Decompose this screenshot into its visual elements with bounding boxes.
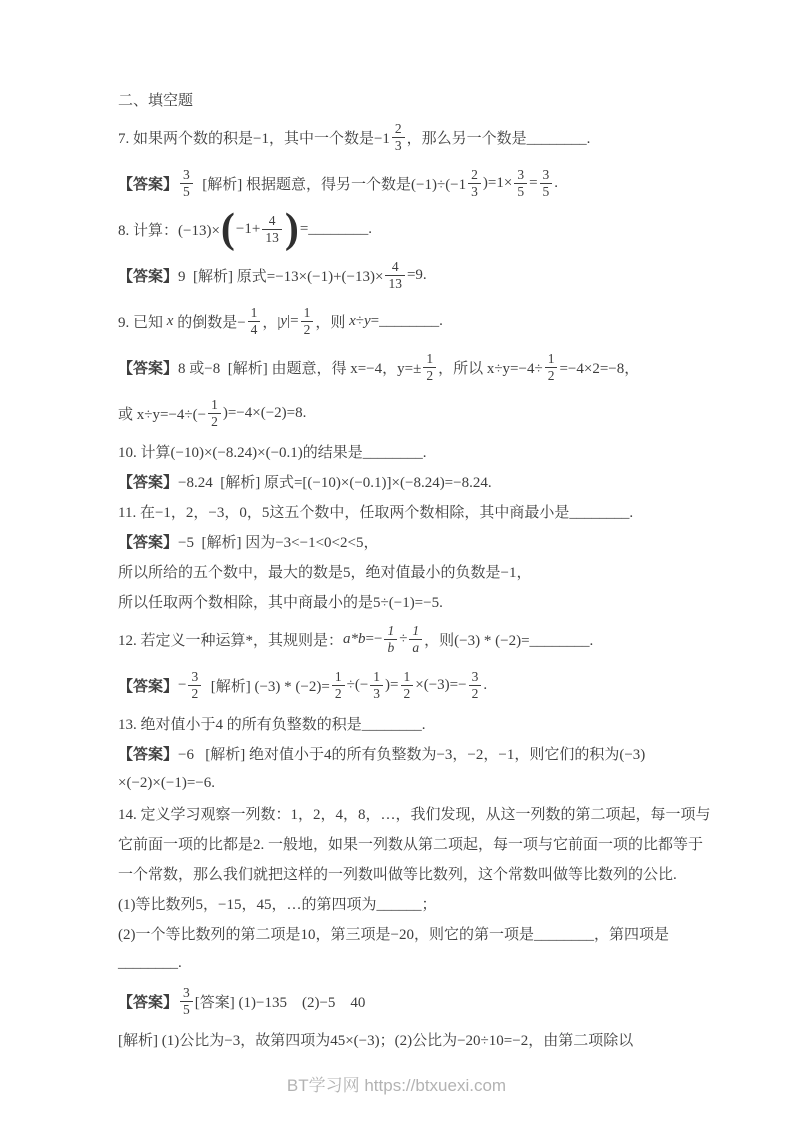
- text-run: 它前面一项的比都是2. 一般地，如果一列数从第二项起，每一项与它前面一项的比都等于: [118, 836, 704, 853]
- fraction-numerator: 3: [183, 166, 190, 182]
- fraction-numerator: 1: [412, 622, 420, 638]
- fraction-numerator: 1: [211, 396, 218, 412]
- text-run: ×(−2)×(−1)=−6.: [118, 774, 215, 791]
- fraction-numerator: 4: [391, 258, 399, 274]
- fraction: [545, 351, 558, 383]
- answer-11-line-2: [118, 556, 690, 586]
- fraction-numerator: 1: [426, 350, 434, 366]
- fraction: [385, 259, 405, 291]
- text-run: −: [178, 676, 187, 693]
- question-14-line-1: [118, 798, 711, 828]
- answer-label: 【答案】: [118, 360, 179, 377]
- question-14-part-2-blank: [118, 948, 690, 978]
- answer-label: 【答案】: [118, 746, 179, 763]
- fraction-denominator: a: [409, 639, 422, 656]
- fraction-denominator: 3: [370, 685, 383, 702]
- text-run: ÷(−: [346, 676, 369, 693]
- section-heading: [118, 84, 690, 114]
- fraction: [540, 167, 553, 199]
- question-14-part-2: [118, 918, 690, 948]
- fraction-numerator: 3: [471, 668, 479, 684]
- fraction: [423, 351, 436, 383]
- fraction: [332, 669, 345, 701]
- fraction-numerator: 4: [268, 212, 276, 228]
- fraction-denominator: 2: [545, 367, 558, 384]
- answer-label: 【答案】: [118, 474, 179, 491]
- fraction: [384, 623, 397, 655]
- fraction-denominator: 2: [423, 367, 436, 384]
- text-run: 的倒数是−: [173, 314, 246, 331]
- fraction: [469, 669, 482, 701]
- document-lines: [118, 84, 711, 1054]
- text-run: |=: [287, 312, 299, 329]
- fraction-denominator: 5: [180, 1001, 193, 1018]
- text-run: =________.: [370, 312, 443, 329]
- fraction-denominator: 2: [401, 685, 414, 702]
- fraction-numerator: 3: [542, 166, 550, 182]
- text-run: 10. 计算(−10)×(−8.24)×(−0.1)的结果是________.: [118, 444, 427, 461]
- fraction: [370, 669, 383, 701]
- text-run: (2)一个等比数列的第二项是10，第三项是−20，则它的第一项是________，第四项是: [118, 926, 669, 943]
- fraction: [188, 669, 201, 701]
- fraction-numerator: 1: [403, 668, 411, 684]
- text-run: 11. 在−1，2，−3，0，5这五个数中，任取两个数相除，其中商最小是________.: [118, 504, 634, 521]
- text-run: ×(−3)=−: [415, 676, 467, 693]
- text-run: .: [483, 676, 488, 693]
- answer-9-line-2: [118, 390, 690, 436]
- fraction-numerator: 1: [303, 304, 311, 320]
- text-run: ，则: [315, 314, 350, 331]
- text-run: 14. 定义学习观察一列数：1，2，4，8，…，我们发现，从这一列数的第二项起，每一项与: [118, 806, 711, 823]
- fraction-numerator: 1: [373, 668, 381, 684]
- answer-13-line-1: [118, 738, 690, 768]
- fraction-denominator: 4: [248, 321, 261, 338]
- fraction-denominator: 2: [208, 413, 221, 430]
- fraction: [301, 305, 314, 337]
- fraction-numerator: 3: [183, 984, 190, 1000]
- text-run: =: [529, 174, 538, 191]
- fraction: [401, 669, 414, 701]
- fraction-numerator: 2: [394, 120, 402, 136]
- answer-7: [118, 160, 690, 206]
- fraction-denominator: 2: [301, 321, 314, 338]
- fraction: [262, 213, 282, 245]
- text-run: 所以所给的五个数中，最大的数是5，绝对值最小的负数是−1，: [118, 564, 532, 581]
- fraction-denominator: 2: [332, 685, 345, 702]
- fraction-denominator: 5: [540, 183, 553, 200]
- fraction-denominator: b: [384, 639, 397, 656]
- text-run: 8. 计算：(−13)×: [118, 222, 220, 239]
- text-run: 一个常数，那么我们就把这样的一列数叫做等比数列，这个常数叫做等比数列的公比.: [118, 866, 677, 883]
- answer-14-analysis: [118, 1024, 690, 1054]
- text-run: y: [363, 312, 371, 329]
- fraction-denominator: 5: [180, 183, 193, 200]
- fraction-denominator: 3: [392, 137, 405, 154]
- fraction: [180, 167, 193, 199]
- answer-8: [118, 252, 690, 298]
- text-run: 或 x÷y=−4÷(−: [118, 406, 207, 423]
- answer-label: 【答案】: [118, 678, 179, 695]
- text-run: =________.: [299, 220, 373, 237]
- fraction: [180, 985, 193, 1017]
- text-run: 9. 已知: [118, 314, 167, 331]
- fraction-denominator: 13: [262, 229, 282, 246]
- text-run: −8.24 [解析] 原式=[(−10)×(−0.1)]×(−8.24)=−8.24.: [178, 474, 492, 491]
- fraction-numerator: 1: [250, 304, 258, 320]
- fraction-numerator: 3: [191, 668, 199, 684]
- text-run: ，所以 x÷y=−4÷: [438, 360, 543, 377]
- answer-12: [118, 662, 690, 708]
- fraction: [248, 305, 261, 337]
- text-run: 12. 若定义一种运算*，其规则是：: [118, 632, 344, 649]
- fraction-numerator: 1: [334, 668, 342, 684]
- fraction-numerator: 1: [547, 350, 555, 366]
- answer-label: 【答案】: [118, 176, 179, 193]
- fraction-denominator: 2: [188, 685, 201, 702]
- text-run: a*b: [343, 630, 366, 647]
- text-run: ÷: [399, 630, 408, 647]
- text-run: x: [349, 312, 356, 329]
- answer-11-line-1: [118, 526, 690, 556]
- text-run: )=1×: [482, 174, 513, 191]
- question-7: [118, 114, 690, 160]
- question-10: [118, 436, 690, 466]
- text-run: x: [166, 312, 174, 329]
- question-12: [118, 616, 690, 662]
- text-run: )=: [385, 676, 399, 693]
- fraction-numerator: 2: [471, 166, 478, 182]
- answer-13-line-2: [118, 768, 690, 798]
- text-run: =−: [365, 630, 383, 647]
- text-run: y: [280, 312, 288, 329]
- text-run: −5 [解析] 因为−3<−1<0<2<5，: [178, 534, 379, 551]
- fraction-numerator: 3: [517, 166, 525, 182]
- text-run: ，|: [262, 314, 281, 331]
- question-8: 8. 计算：(−13)× ( −1+ $\frac{4}{13}$ ) =________.: [118, 206, 373, 252]
- text-run: =−4×2=−8，: [559, 360, 640, 377]
- text-run: −6 [解析] 绝对值小于4的所有负整数为−3，−2，−1，则它们的积为(−3): [178, 746, 646, 763]
- text-run: 8 或−8 [解析] 由题意，得 x=−4，y=±: [178, 360, 422, 377]
- fraction-denominator: 2: [469, 685, 482, 702]
- text-run: ÷: [355, 312, 364, 329]
- text-run: 9 [解析] 原式=−13×(−1)+(−13)×: [178, 268, 384, 285]
- answer-14: [118, 978, 690, 1024]
- fraction: [409, 623, 422, 655]
- fraction-denominator: 5: [514, 183, 527, 200]
- text-run: )=−4×(−2)=8.: [222, 404, 307, 421]
- fraction: [514, 167, 527, 199]
- text-run: [解析] 根据题意，得另一个数是(−1)÷(−1: [194, 176, 467, 193]
- answer-label: 【答案】: [118, 534, 179, 551]
- question-11: [118, 496, 690, 526]
- fraction: [392, 121, 405, 153]
- text-run: =9.: [406, 266, 427, 283]
- watermark-footer: BT学习网 https://btxuexi.com: [286, 1076, 507, 1095]
- question-13: [118, 708, 690, 738]
- answer-11-line-3: [118, 586, 690, 616]
- fraction-denominator: 13: [385, 275, 405, 292]
- text-run: ________.: [118, 954, 182, 971]
- text-run: 7. 如果两个数的积是−1，其中一个数是−1: [118, 130, 390, 147]
- text-run: ，那么另一个数是________.: [406, 130, 591, 147]
- answer-9-line-1: [118, 344, 690, 390]
- text-run: (1)等比数列5，−15，45，…的第四项为______；: [118, 896, 437, 913]
- text-run: −1+: [235, 220, 261, 237]
- fraction: [208, 397, 221, 429]
- text-run: [解析] (−3) * (−2)=: [203, 678, 330, 695]
- text-run: [答案] (1)−135 (2)−5 40: [194, 994, 366, 1011]
- text-run: .: [554, 174, 559, 191]
- text-run: 二、填空题: [118, 92, 194, 109]
- answer-label: 【答案】: [118, 268, 179, 285]
- text-run: ，则(−3) * (−2)=________.: [424, 632, 594, 649]
- text-run: 13. 绝对值小于4 的所有负整数的积是________.: [118, 716, 426, 733]
- answer-10: [118, 466, 690, 496]
- fraction-numerator: 1: [387, 622, 395, 638]
- text-run: 所以任取两个数相除，其中商最小的是5÷(−1)=−5.: [118, 594, 443, 611]
- question-14-part-1: [118, 888, 690, 918]
- text-run: [解析] (1)公比为−3，故第四项为45×(−3)；(2)公比为−20÷10=−2，由第二项除以: [118, 1032, 634, 1049]
- answer-label: 【答案】: [118, 994, 179, 1011]
- fraction-denominator: 3: [468, 183, 481, 200]
- question-14-line-2: [118, 828, 704, 858]
- question-14-line-3: [118, 858, 690, 888]
- fraction: [468, 167, 481, 199]
- question-9: [118, 298, 690, 344]
